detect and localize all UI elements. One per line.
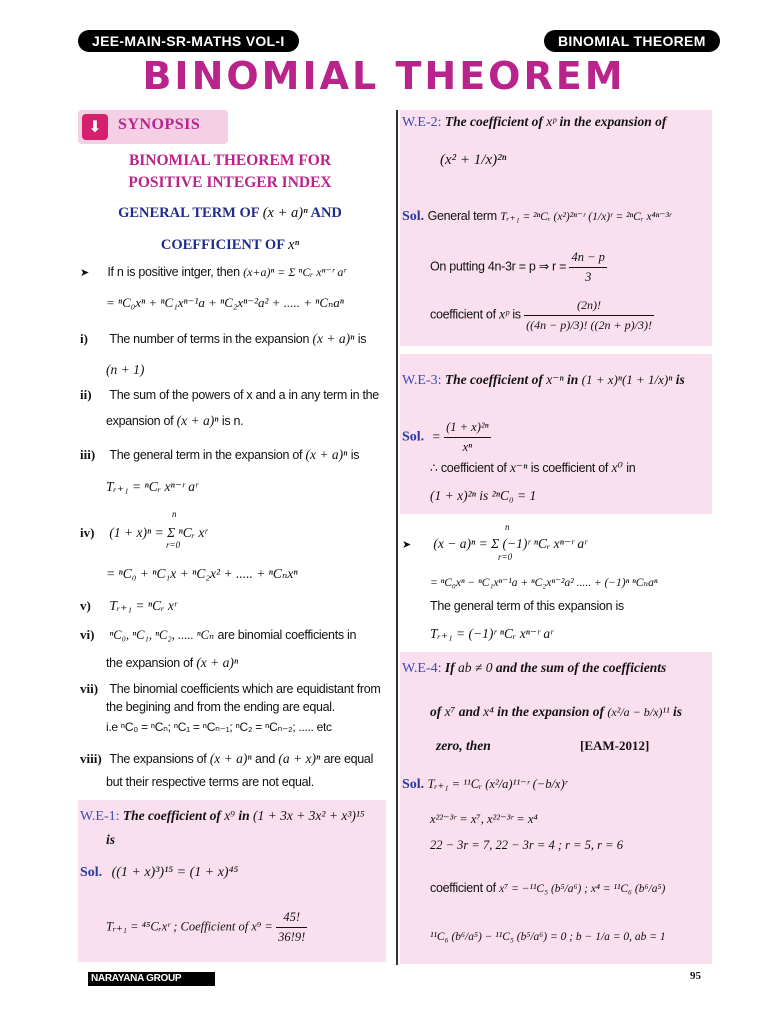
item-vii-line-2: the begining and from the ending are equal. [106, 700, 335, 714]
we4-expr: (x²/a − b/x)¹¹ [607, 705, 670, 719]
we3-is: is [675, 372, 685, 387]
item-vi-line-2 [106, 653, 396, 673]
item-ii-line-2 [106, 411, 396, 431]
we4-reference: [EAM-2012] [580, 738, 650, 753]
down-arrow-icon: ⬇ [82, 114, 108, 140]
we2-sol-formula: Tᵣ₊₁ = ²ⁿCᵣ (x²)²ⁿ⁻ʳ (1/x)ʳ = ²ⁿCᵣ x⁴ⁿ⁻³ʳ [500, 211, 672, 223]
bullet-text: If n is positive intger, then [107, 265, 240, 279]
we3-line2-b: is coefficient of [530, 461, 609, 475]
item-math: (x + a)ⁿ [196, 655, 239, 670]
we1-sol-label: Sol. [80, 865, 103, 880]
we1-fraction [276, 908, 307, 947]
heading-math: (x + a)ⁿ [262, 205, 308, 221]
we2-r-den: 3 [585, 270, 592, 284]
item-math: (x + a)ⁿ [176, 413, 219, 428]
series-title-pill: JEE-MAIN-SR-MATHS VOL-I [78, 30, 299, 52]
arrow-bullet-icon: ➤ [80, 266, 90, 279]
we4-box [400, 652, 712, 964]
publisher-footer: NARAYANA GROUP [88, 972, 215, 986]
synopsis-label: SYNOPSIS [118, 116, 201, 133]
item-text-end: are equal [323, 752, 374, 766]
page-number: 95 [690, 970, 701, 982]
we4-solution [402, 774, 710, 794]
we3-line-3: (1 + x)²ⁿ is ²ⁿC₀ = 1 [430, 488, 537, 503]
we3-text: The coefficient of [444, 372, 543, 387]
bullet-formula: (x − a)ⁿ = Σ (−1)ʳ ⁿCᵣ xⁿ⁻ʳ aʳ [433, 536, 588, 551]
we1-text: The coefficient of [122, 808, 221, 823]
chapter-title-pill: BINOMIAL THEOREM [544, 30, 720, 52]
item-and: and [255, 752, 276, 766]
item-i-value: (n + 1) [106, 362, 145, 377]
item-math-1: (x + a)ⁿ [209, 751, 252, 766]
we4-sol-line-1: Tᵣ₊₁ = ¹¹Cᵣ (x²/a)¹¹⁻ʳ (−b/x)ʳ [427, 777, 568, 791]
item-text: The expansions of [109, 752, 207, 766]
sum-lower-limit: r=0 [498, 552, 513, 562]
item-math: (x + a)ⁿ [305, 447, 348, 462]
we1-expr: (1 + 3x + 3x² + x³)¹⁵ [252, 808, 365, 823]
item-viii-line-2: but their respective terms are not equal. [106, 775, 314, 789]
we4-sol-line-3: 22 − 3r = 7, 22 − 3r = 4 ; r = 5, r = 6 [430, 838, 623, 852]
we3-expr: (1 + x)ⁿ(1 + 1/x)ⁿ [581, 372, 673, 387]
we4-sol-line-4 [430, 878, 712, 899]
we2-sol-text: General term [427, 209, 497, 223]
we2-coef-fraction [524, 296, 654, 335]
we3-question [402, 370, 710, 390]
sum-upper-limit: n [172, 509, 177, 519]
we4-if: If [444, 660, 455, 675]
we4-question-line-2 [430, 702, 710, 722]
item-label: i) [80, 331, 88, 346]
we2-coef-text: coefficient of [430, 307, 496, 322]
we3-line2-math-2: x⁰ [611, 460, 623, 475]
item-text: The number of terms in the expansion [109, 332, 310, 346]
item-text: expansion of [106, 414, 174, 428]
we1-frac-num: 45! [276, 908, 307, 928]
we1-tr: Tᵣ₊₁ = ⁴⁵Cᵣxʳ ; Coefficient of x⁹ = [106, 919, 273, 934]
we2-math: xᵖ [546, 114, 557, 129]
we3-fraction [444, 418, 491, 457]
we4-is: is [673, 704, 683, 719]
item-vi [80, 625, 392, 645]
heading-math: xⁿ [288, 237, 300, 253]
page-title: BINOMIAL THEOREM [142, 54, 626, 98]
we4-label: W.E-4: [402, 661, 442, 676]
item-ii [80, 385, 392, 405]
item-label: vi) [80, 627, 95, 642]
we3-frac-num: (1 + x)²ⁿ [444, 418, 491, 438]
bullet-text: The general term of this expansion is [430, 599, 624, 613]
we3-in: in [567, 372, 579, 387]
we2-coef-num: (2n)! [524, 296, 654, 316]
we4-zero-then: zero, then [436, 738, 491, 753]
we4-sol-line-2: x²²⁻³ʳ = x⁷, x²²⁻³ʳ = x⁴ [430, 812, 538, 826]
we2-coef-math: xᵖ [499, 306, 509, 322]
we1-sol-line: ((1 + x)³)¹⁵ = (1 + x)⁴⁵ [111, 865, 239, 880]
we1-question [80, 806, 384, 826]
item-text: are binomial coefficients in [217, 628, 357, 642]
bullet-math: (x+a)ⁿ = Σ ⁿCᵣ xⁿ⁻ʳ aʳ [243, 265, 347, 279]
we3-line-2 [430, 458, 710, 478]
we1-sol-line-2 [106, 908, 396, 947]
item-math: (x + a)ⁿ [312, 331, 355, 346]
item-vii [80, 680, 392, 698]
item-formula: Tᵣ₊₁ = ⁿCᵣ xʳ [109, 598, 177, 613]
item-iv [80, 523, 392, 542]
we2-r-fraction [569, 248, 606, 287]
we3-line2-c: in [626, 461, 636, 475]
we3-label: W.E-3: [402, 373, 442, 388]
item-label: ii) [80, 387, 92, 402]
we2-text: The coefficient of [444, 114, 543, 129]
bullet-x-minus-a [402, 534, 710, 554]
we3-sol-label: Sol. [402, 429, 425, 445]
we2-coef-is: is [512, 307, 521, 322]
we4-text-4: in the expansion of [497, 704, 605, 719]
we4-m2: x⁴ [483, 704, 494, 719]
item-text: the expansion of [106, 656, 193, 670]
we1-is: is [106, 832, 116, 847]
item-viii [80, 749, 396, 769]
item-iv-expansion: = ⁿC₀ + ⁿC₁x + ⁿC₂x² + ..... + ⁿCₙxⁿ [106, 566, 298, 581]
column-divider [396, 110, 398, 965]
we3-solution: Sol. = $\frac{\text{(1 + x)²ⁿ}}{\text{xⁿ}}$ [402, 418, 710, 457]
we2-coef-den: ((4n − p)/3)! ((2n + p)/3)! [526, 318, 652, 332]
item-v [80, 596, 392, 615]
we2-sol-label: Sol. [402, 209, 425, 224]
item-label: v) [80, 598, 91, 613]
item-label: vii) [80, 681, 99, 696]
arrow-bullet-icon: ➤ [402, 538, 412, 551]
coefficient-heading [90, 234, 370, 256]
we2-solution [402, 206, 710, 227]
we1-solution [80, 862, 384, 882]
bullet-expansion: = ⁿC₀xⁿ − ⁿC₁xⁿ⁻¹a + ⁿC₂xⁿ⁻²a² ..... + (−1)ⁿ ⁿCₙaⁿ [430, 577, 658, 589]
we1-label: W.E-1: [80, 809, 120, 824]
section-heading [90, 150, 370, 194]
heading-and: AND [310, 205, 342, 221]
item-text: The sum of the powers of x and a in any term in the [109, 388, 379, 402]
item-label: viii) [80, 751, 102, 766]
we1-math: x⁹ [224, 808, 235, 823]
we3-math: x⁻ⁿ [546, 372, 564, 387]
we2-label: W.E-2: [402, 115, 442, 130]
binomial-expansion: = ⁿC₀xⁿ + ⁿC₁xⁿ⁻¹a + ⁿC₂xⁿ⁻²a² + ..... + ⁿCₙaⁿ [106, 295, 344, 310]
item-math: ⁿC₀, ⁿC₁, ⁿC₂, ..... ⁿCₙ [109, 628, 215, 642]
item-is: is [357, 332, 367, 346]
we2-question [402, 112, 710, 132]
we4-of: of [430, 704, 442, 719]
we3-line2-math: x⁻ⁿ [509, 460, 528, 475]
we4-m1: x⁷ [444, 704, 456, 719]
we2-r-num: 4n − p [569, 248, 606, 268]
item-text: The general term in the expansion of [109, 448, 303, 462]
sum-lower-limit: r=0 [166, 540, 181, 550]
we1-in: in [238, 808, 250, 823]
we3-frac-den: xⁿ [462, 440, 473, 454]
bullet-general-term: Tᵣ₊₁ = (−1)ʳ ⁿCᵣ xⁿ⁻ʳ aʳ [430, 626, 554, 641]
item-text: The binomial coefficients which are equidistant from [109, 682, 381, 696]
item-is: is [350, 448, 360, 462]
we2-putting-text: On putting 4n-3r = p ⇒ r = [430, 259, 567, 274]
general-term-formula: Tᵣ₊₁ = ⁿCᵣ xⁿ⁻ʳ aʳ [106, 479, 198, 494]
we2-expr: (x² + 1/x)²ⁿ [440, 152, 507, 168]
we2-text-2: in the expansion of [559, 114, 667, 129]
general-term-heading [90, 202, 370, 224]
heading-text: GENERAL TERM OF [118, 205, 260, 221]
item-i [80, 329, 392, 349]
item-vii-example: i.e ⁿC₀ = ⁿCₙ; ⁿC₁ = ⁿCₙ₋₁; ⁿC₂ = ⁿCₙ₋₂; ..... etc [106, 720, 332, 734]
heading-text: COEFFICIENT OF [160, 237, 285, 253]
item-label: iii) [80, 447, 96, 462]
we4-cond: ab ≠ 0 [458, 660, 493, 675]
we4-coef-math: x⁷ = −¹¹C₅ (b⁵/a⁶) ; x⁴ = ¹¹C₆ (b⁶/a⁵) [499, 883, 666, 895]
we1-frac-den: 36!9! [278, 930, 306, 944]
we4-sol-label: Sol. [402, 777, 425, 792]
item-iii [80, 445, 392, 465]
item-label: iv) [80, 525, 95, 540]
heading-line-2: POSITIVE INTEGER INDEX [128, 174, 332, 191]
we4-and: and [458, 704, 480, 719]
we4-sol-line-5: ¹¹C₆ (b⁶/a⁵) − ¹¹C₅ (b⁵/a⁶) = 0 ; b − 1/a = 0, ab = 1 [430, 931, 666, 943]
we2-coefficient [430, 296, 710, 335]
we3-line2-a: ∴ coefficient of [430, 461, 507, 475]
bullet-binomial-sum [80, 262, 392, 282]
item-math-2: (a + x)ⁿ [278, 751, 321, 766]
sum-upper-limit: n [505, 522, 510, 532]
we4-text-2: and the sum of the coefficients [495, 660, 667, 675]
we2-putting [430, 248, 710, 287]
heading-line-1: BINOMIAL THEOREM FOR [128, 152, 332, 169]
we4-question [402, 658, 710, 678]
item-formula: (1 + x)ⁿ = Σ ⁿCᵣ xʳ [109, 525, 208, 540]
item-text-end: is n. [221, 414, 244, 428]
we4-coef-text: coefficient of [430, 881, 496, 895]
